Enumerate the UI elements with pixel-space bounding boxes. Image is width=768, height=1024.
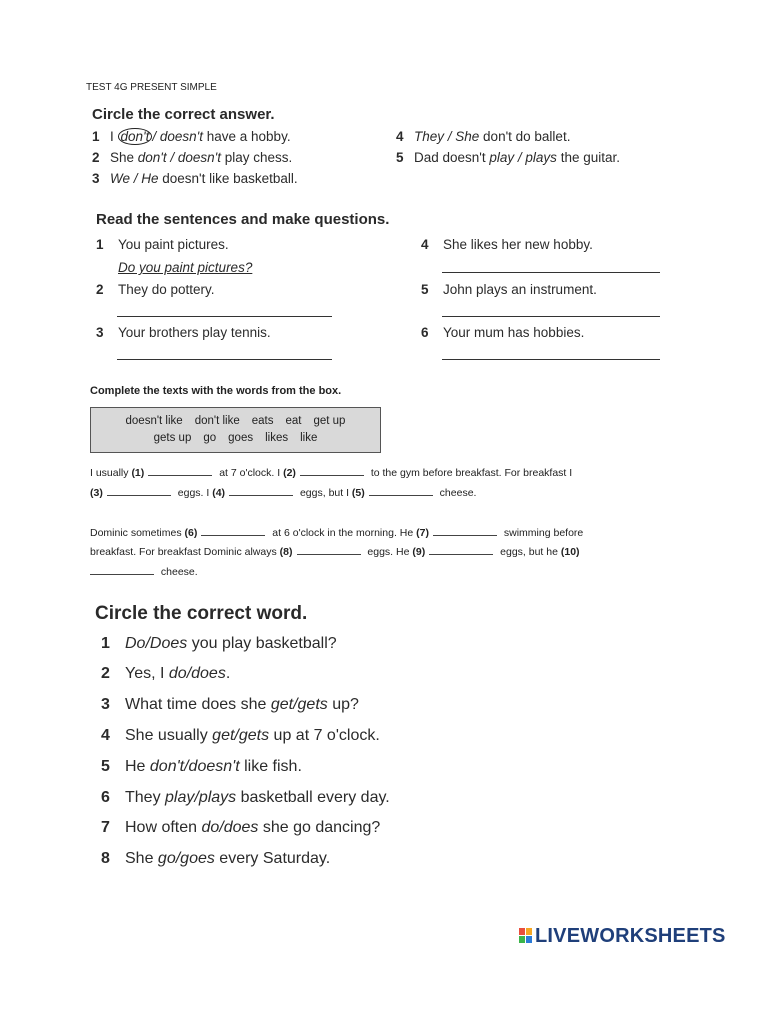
- ex2-item-1: 1 You paint pictures.: [96, 237, 229, 252]
- item-number: 4: [101, 727, 110, 744]
- ex2-item-4: 4 She likes her new hobby.: [421, 237, 593, 252]
- liveworksheets-logo: [519, 925, 726, 948]
- gap-9[interactable]: [429, 546, 493, 555]
- item-number: 2: [92, 150, 100, 165]
- gap-1[interactable]: [148, 467, 212, 476]
- ex4-item-7: 7 How often do/does she go dancing?: [101, 819, 381, 836]
- ex2-item-6: 6 Your mum has hobbies.: [421, 325, 585, 340]
- word-chip: likes: [265, 432, 289, 444]
- answer-line-4[interactable]: [442, 272, 660, 273]
- answer-option[interactable]: They / She: [414, 129, 480, 144]
- item-number: 3: [96, 325, 104, 340]
- ex4-heading: Circle the correct word.: [95, 603, 308, 624]
- ex1-item-1: 1 I don't / doesn't have a hobby.: [92, 129, 291, 144]
- ex1-item-2: 2 She don't / doesn't play chess.: [92, 150, 293, 165]
- gap-7[interactable]: [433, 527, 497, 536]
- answer-line-3[interactable]: [117, 359, 332, 360]
- item-number: 8: [101, 850, 110, 867]
- ex2-heading: Read the sentences and make questions.: [96, 211, 390, 228]
- word-chip: go: [203, 432, 217, 444]
- item-number: 6: [101, 789, 110, 806]
- answer-option[interactable]: go/goes: [157, 850, 215, 867]
- answer-option[interactable]: play/plays: [165, 789, 237, 806]
- gap-8[interactable]: [297, 546, 361, 555]
- answer-option[interactable]: We / He: [110, 171, 159, 186]
- answer-option[interactable]: play / plays: [489, 150, 557, 165]
- ex1-item-5: 5 Dad doesn't play / plays the guitar.: [396, 150, 620, 165]
- answer-line-2[interactable]: [117, 316, 332, 317]
- word-chip: doesn't like: [125, 415, 183, 427]
- word-chip: goes: [228, 432, 254, 444]
- item-number: 7: [101, 819, 110, 836]
- item-number: 3: [92, 171, 100, 186]
- ex2-item-5: 5 John plays an instrument.: [421, 282, 597, 297]
- word-chip: get up: [313, 415, 346, 427]
- item-number: 1: [92, 129, 100, 144]
- ex1-item-3: 3 We / He doesn't like basketball.: [92, 171, 298, 186]
- ex4-item-2: 2 Yes, I do/does.: [101, 665, 231, 682]
- gap-2[interactable]: [300, 467, 364, 476]
- answer-line-5[interactable]: [442, 316, 660, 317]
- ex4-item-6: 6 They play/plays basketball every day.: [101, 789, 390, 806]
- text1-line-1: I usually (1) at 7 o'clock. I (2) to the gym before breakfast. For breakfast I: [90, 467, 573, 479]
- item-number: 2: [96, 282, 104, 297]
- answer-option[interactable]: / doesn't: [152, 129, 203, 144]
- answer-option[interactable]: get/gets: [270, 696, 328, 713]
- ex4-item-4: 4 She usually get/gets up at 7 o'clock.: [101, 727, 380, 744]
- word-chip: like: [300, 432, 318, 444]
- answer-option[interactable]: don't / doesn't: [137, 150, 221, 165]
- word-chip: eats: [251, 415, 274, 427]
- ex3-heading: Complete the texts with the words from the box.: [90, 385, 342, 397]
- liveworksheets-logo-icon: [519, 928, 533, 944]
- item-number: 2: [101, 665, 110, 682]
- answer-option[interactable]: Do/Does: [125, 635, 188, 652]
- ex4-item-5: 5 He don't/doesn't like fish.: [101, 758, 302, 775]
- ex4-item-1: 1 Do/Does you play basketball?: [101, 635, 337, 652]
- item-number: 3: [101, 696, 110, 713]
- item-number: 1: [101, 635, 110, 652]
- gap-6[interactable]: [201, 527, 265, 536]
- document-title: TEST 4G PRESENT SIMPLE: [86, 82, 217, 93]
- ex1-heading: Circle the correct answer.: [92, 106, 275, 123]
- word-box-row-2: [91, 432, 380, 444]
- logo-text: LIVEWORKSHEETS: [535, 925, 726, 947]
- ex2-item-2: 2 They do pottery.: [96, 282, 215, 297]
- text2-line-2: breakfast. For breakfast Dominic always (8) eggs. He (9) eggs, but he (10): [90, 546, 580, 558]
- ex1-item-4: 4 They / She don't do ballet.: [396, 129, 571, 144]
- word-chip: don't like: [194, 415, 240, 427]
- text1-line-2: (3) eggs. I (4) eggs, but I (5) cheese.: [90, 487, 477, 499]
- gap-4[interactable]: [229, 487, 293, 496]
- ex4-item-8: 8 She go/goes every Saturday.: [101, 850, 331, 867]
- gap-5[interactable]: [369, 487, 433, 496]
- word-chip: eat: [285, 415, 302, 427]
- item-number: 6: [421, 325, 429, 340]
- item-number: 5: [421, 282, 429, 297]
- answer-line-6[interactable]: [442, 359, 660, 360]
- item-number: 4: [396, 129, 404, 144]
- circled-answer[interactable]: don't: [118, 128, 153, 145]
- ex4-item-3: 3 What time does she get/gets up?: [101, 696, 359, 713]
- answer-option[interactable]: get/gets: [212, 727, 270, 744]
- answer-option[interactable]: do/does: [168, 665, 226, 682]
- word-box: [90, 407, 381, 453]
- gap-10[interactable]: [90, 566, 154, 575]
- text2-line-3: cheese.: [90, 566, 198, 578]
- gap-3[interactable]: [107, 487, 171, 496]
- item-number: 4: [421, 237, 429, 252]
- item-number: 5: [101, 758, 110, 775]
- item-number: 5: [396, 150, 404, 165]
- word-chip: gets up: [153, 432, 192, 444]
- ex2-example-answer: Do you paint pictures?: [118, 260, 253, 275]
- ex2-item-3: 3 Your brothers play tennis.: [96, 325, 271, 340]
- word-box-row-1: [91, 415, 380, 427]
- answer-option[interactable]: don't/doesn't: [149, 758, 240, 775]
- answer-option[interactable]: do/does: [201, 819, 259, 836]
- text2-line-1: Dominic sometimes (6) at 6 o'clock in the morning. He (7) swimming before: [90, 527, 584, 539]
- item-number: 1: [96, 237, 104, 252]
